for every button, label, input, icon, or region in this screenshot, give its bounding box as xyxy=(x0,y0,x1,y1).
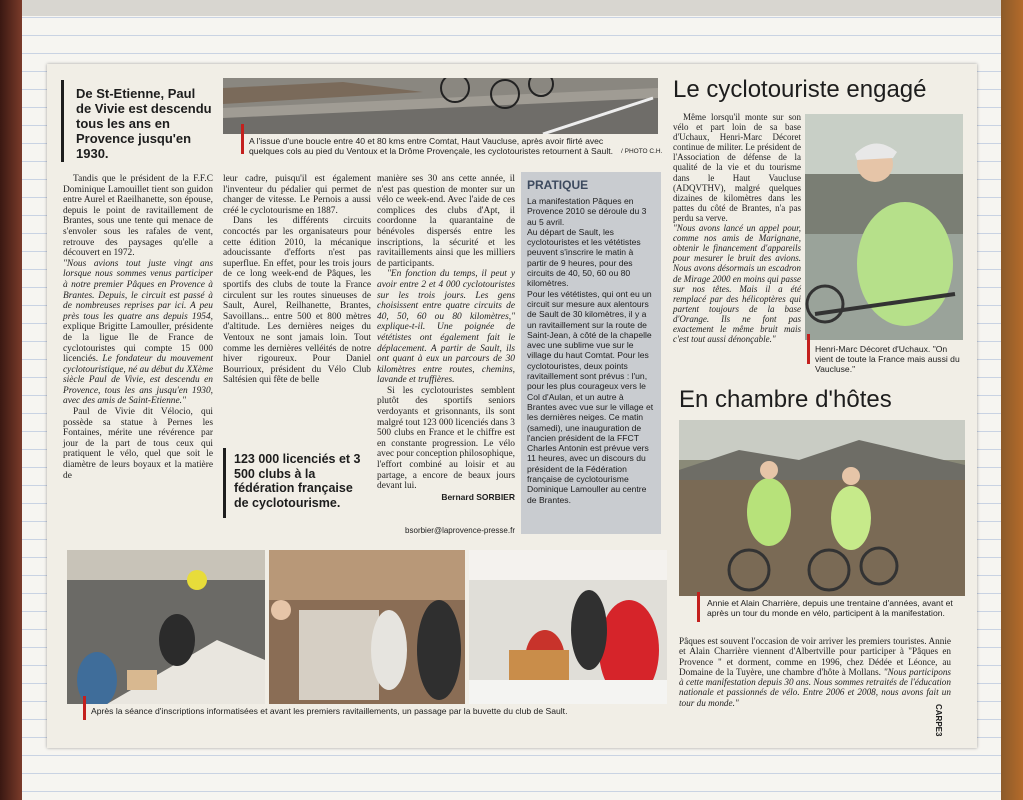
col1-paragraph: Paul de Vivie dit Vélocio, qui possède sa statue à Pernes les Fontaines, mérite une révérence par jour de la part de tous ceux qui pratiquent le vélo, quel que soit le diamètre de leurs boyaux et la matière de xyxy=(63,407,213,481)
col2-paragraph: leur cadre, puisqu'il est également l'inventeur du pédalier qui permet de changer de vitesse. Le Pernois a aussi créé le cyclotourisme en 1887. xyxy=(223,174,371,216)
column-1 xyxy=(63,174,213,481)
road-cyclists-image xyxy=(223,78,658,134)
col3-paragraph: manière ses 30 ans cette année, il n'est pas question de monter sur un vélo ce week-end. Avec l'aide de ces complices des clubs d'Apt, il coordonne la quarantaine de bénévoles dispersés entre les inscriptions, la sécurité et les ravitaillements ainsi que les milliers de participants. xyxy=(377,174,515,269)
pratique-paragraph: Au départ de Sault, les cyclotouristes et les vététistes peuvent s'inscrire le matin à partir de 9 heures, pour des circuits de 40, 50, 60 ou 80 kilomètres. xyxy=(527,226,641,289)
stat-text: 123 000 licenciés et 3 500 clubs à la fédération française de cyclotourisme. xyxy=(234,452,361,510)
pratique-body xyxy=(521,196,661,505)
signature: Bernard SORBIER xyxy=(441,491,515,502)
top-photo-credit: / PHOTO C.H. xyxy=(621,148,663,155)
right-top-title: Le cyclotouriste engagé xyxy=(673,76,927,103)
column-3 xyxy=(377,174,515,502)
background-right xyxy=(1001,0,1023,800)
col3-quote: "En fonction du temps, il peut y avoir entre 2 et 4 000 cyclotouristes sur les trois jours. Les gens choisissent entre quatre circuits de 40, 50, 60 ou 80 kilomètres," explique-t-il. Une poignée de vététistes ont également fait le déplacement. A partir de Sault, ils ont quant à eux un parcours de 30 kilomètres entre routes, chemins, lavande et truffières. xyxy=(377,269,515,386)
right-top-text: Même lorsqu'il monte sur son vélo et part loin de sa base d'Uchaux, Henri-Marc Décoret continue de militer. Le président de l'Association de défense de la qualité de la vie et du tourisme dans le Haut Vaucluse (ADQVTHV), malgré quelques dizaines de kilomètres dans les pattes du côté de Brantes, n'a pas perdu sa verve. xyxy=(673,112,801,223)
top-photo-caption: A l'issue d'une boucle entre 40 et 80 kms entre Comtat, Haut Vaucluse, après avoir flirté avec quelques cols au pied du Ventoux et la Drôme Provençale, les cyclotouristes retournent à Sault. xyxy=(249,136,614,156)
kicker-text: De St-Etienne, Paul de Vivie est descendu tous les ans en Provence jusqu'en 1930. xyxy=(76,86,212,161)
bottom-caption-marker xyxy=(83,696,86,720)
author-email: bsorbier@laprovence-presse.fr xyxy=(405,526,515,535)
notebook-top-edge xyxy=(0,0,1023,16)
right-top-quote: "Nous avons lancé un appel pour, comme nos amis de Marignane, obtenir le financement d'appareils pour mesurer le bruit des avions. Nous avons désormais un escadron de Mirage 2000 en moins qui passe sur nos têtes. Mais il a été remplacé par des hélicoptères qui partent toujours de la base d'Orange. Ils ne font pas exactement le même bruit mais c'est tout aussi dénonçable." xyxy=(673,223,801,345)
right-bottom-title: En chambre d'hôtes xyxy=(679,386,892,413)
background-left xyxy=(0,0,22,800)
right-bottom-article xyxy=(679,636,951,708)
bottom-photo-1 xyxy=(67,550,265,704)
buvette-counter-image xyxy=(269,550,465,704)
col1-quote-end: Le fondateur du mouvement cyclotouristique, né au début du XXème siècle Paul de Vivie, est descendu en Provence, tous les ans jusqu'en 1930, avec des amis de Saint-Etienne." xyxy=(63,354,214,407)
col1-quote xyxy=(63,259,213,407)
stat-box xyxy=(223,448,372,518)
col3-paragraph: Si les cyclotouristes semblent plutôt des sportifs seniors verdoyants et grisonnants, ils sont malgré tout 123 000 licenciés dans 3 500 clubs en France et le chiffre est en constante progression. Le vélo avec pour conception philosophique, l'effort combiné au loisir et au partage, a encore de beaux jours devant lui. xyxy=(377,385,515,492)
column-2 xyxy=(223,174,371,386)
right-bottom-quote: "Nous participons à cette manifestation depuis 30 ans. Nous sommes retraités de l'éducation nationale et passionnés de vélo. Entre 2006 et 2008, nous avons fait un tour du monde." xyxy=(679,666,951,708)
couple-with-bikes-image xyxy=(679,420,965,596)
col2-paragraph: Dans les différents circuits concoctés par les organisateurs pour cette édition 2010, la mécanique adoucissante d'efforts n'est pas superflue. En effet, pour les trois jours de ce long week-end de Pâques, les sportifs des clubs de toute la France circulent sur les routes sinueuses de Sault, Aurel, Reilhanette, Brantes, Savoillans... entre 500 et 800 mètres d'altitude. Les dernières neiges du Ventoux ne sont jamais loin. Tout comme les dernières velléités de notre hiver rigoureux. Pour Daniel Bourrioux, président du Vélo Club Saltésien qui fête de belle xyxy=(223,216,371,386)
portrait-caption-marker xyxy=(807,334,810,364)
bottom-photo-caption: Après la séance d'inscriptions informatisées et avant les premiers ravitaillements, un passage par la buvette du club de Sault. xyxy=(91,706,568,716)
cyclist-portrait-image xyxy=(805,114,963,340)
pratique-paragraph: La manifestation Pâques en Provence 2010 se déroule du 3 au 5 avril. xyxy=(527,196,647,227)
col1-quote-part: "Nous avions tout juste vingt ans lorsque nous sommes venus participer à notre premier Pâques en Provence à Brantes. Depuis, le circuit est passé à de nombreuses reprises par ici. A peu près tous les quatre ans depuis 1954, xyxy=(63,258,213,322)
couple-photo xyxy=(679,420,965,596)
pratique-box xyxy=(521,172,661,534)
right-bottom-text: Pâques est souvent l'occasion de voir arriver les premiers touristes. Annie et Alain Charrière viennent d'Albertville pour participer à "Pâques en Provence " et dorment, comme en 1996, chez Dédée et Léonce, au Domaine de la Tuyère, une chambre d'hôte à Mollans. xyxy=(679,636,951,677)
cyclist-portrait-photo xyxy=(805,114,963,340)
pratique-title: PRATIQUE xyxy=(527,178,589,192)
portrait-caption: Henri-Marc Décoret d'Uchaux. "On vient de toute la France mais aussi du Vaucluse." xyxy=(815,344,960,374)
refreshment-stand-image xyxy=(469,550,667,704)
pratique-paragraph: Pour les vététistes, qui ont eu un circuit sur mesure aux alentours de Sault de 30 kilomètres, il y a un ravitaillement sur la route de Saint-Jean, à côté de la chapelle avec une sublime vue sur le village du haut Comtat. Pour les cyclotouristes, deux points ravitaillement sont prévus : l'un, pour les plus courageux vers le Col d'Aulan, et un autre à Brantes avec vue sur le village et les dernières neiges. Ce matin (samedi), une inauguration de l'ancien président de la FFCT Charles Antonin est prévue vers 11 heures, avec un discours du président de la Fédération française de cyclotourisme Dominique Lamouller au centre de Brantes. xyxy=(527,288,654,505)
side-label: CARPE3 xyxy=(934,704,943,737)
couple-caption: Annie et Alain Charrière, depuis une trentaine d'années, avant et après un tour du monde en vélo, participent à la manifestation. xyxy=(707,598,953,618)
kicker-box xyxy=(61,80,216,162)
col1-attribution: explique Brigitte Lamouller, présidente de la ligue Ile de France de cyclotouristes qui compte 15 000 licenciés. xyxy=(63,322,213,365)
bottom-photo-3 xyxy=(469,550,667,704)
couple-caption-marker xyxy=(697,592,700,622)
bottom-photo-2 xyxy=(269,550,465,704)
registration-room-image xyxy=(67,550,265,704)
top-photo xyxy=(223,78,658,134)
newspaper-clipping xyxy=(47,64,977,748)
top-caption-marker xyxy=(241,124,244,154)
right-top-article xyxy=(673,112,801,344)
col1-paragraph: Tandis que le président de la F.F.C Dominique Lamouillet tient son guidon entre Aurel et Raeilhanette, son épouse, depuis le point de ravitaillement de Brantes, sous une tente qui menace de s'envoler sous les rafales de vent, retrouve des paysages qu'elle a découvert en 1972. xyxy=(63,174,213,259)
